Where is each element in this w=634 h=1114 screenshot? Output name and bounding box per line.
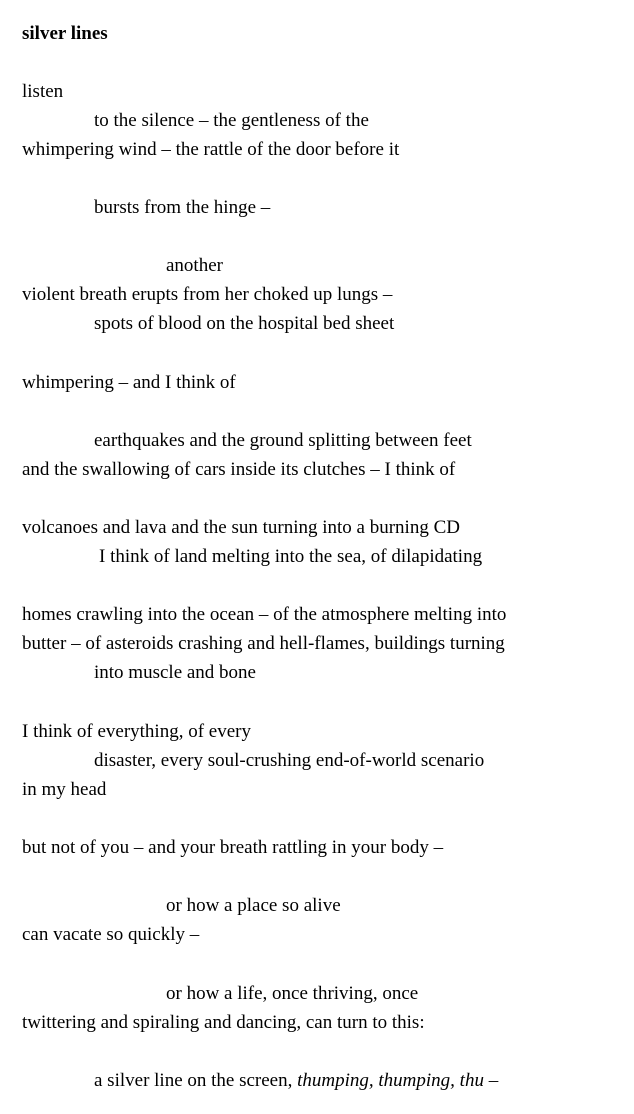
poem-line: another [166, 255, 223, 276]
poem-line: or how a place so alive [166, 895, 341, 916]
poem-line: whimpering wind – the rattle of the door before it [22, 139, 400, 160]
poem-line: listen [22, 81, 64, 102]
poem-line: twittering and spiraling and dancing, can turn to this: [22, 1012, 425, 1033]
poem-line: volcanoes and lava and the sun turning into a burning CD [22, 517, 460, 538]
poem-line: in my head [22, 779, 107, 800]
poem-line: homes crawling into the ocean – of the atmosphere melting into [22, 604, 507, 625]
last-line-italic: thumping, thumping, thu [297, 1070, 484, 1091]
poem-line: but not of you – and your breath rattling in your body – [22, 837, 444, 858]
poem-line: violent breath erupts from her choked up lungs – [22, 284, 393, 305]
last-line-tail: – [483, 1070, 499, 1091]
poem-line: or how a life, once thriving, once [166, 983, 419, 1004]
poem-line: earthquakes and the ground splitting between feet [94, 430, 472, 451]
last-line-plain: a silver line on the screen, [94, 1070, 298, 1091]
poem-line: spots of blood on the hospital bed sheet [94, 313, 395, 334]
poem-line: to the silence – the gentleness of the [94, 110, 369, 131]
poem-line: whimpering – and I think of [22, 372, 236, 393]
poem-line: butter – of asteroids crashing and hell-flames, buildings turning [22, 633, 505, 654]
poem-line: bursts from the hinge – [94, 197, 271, 218]
poem-title: silver lines [22, 23, 108, 44]
poem-line: can vacate so quickly – [22, 924, 200, 945]
poem-line: disaster, every soul-crushing end-of-world scenario [94, 750, 485, 771]
poem-line: I think of everything, of every [22, 721, 251, 742]
poem-line: I think of land melting into the sea, of dilapidating [99, 546, 483, 567]
poem-line: into muscle and bone [94, 662, 256, 683]
poem-line: and the swallowing of cars inside its clutches – I think of [22, 459, 456, 480]
poem-last-line [94, 1069, 498, 1093]
